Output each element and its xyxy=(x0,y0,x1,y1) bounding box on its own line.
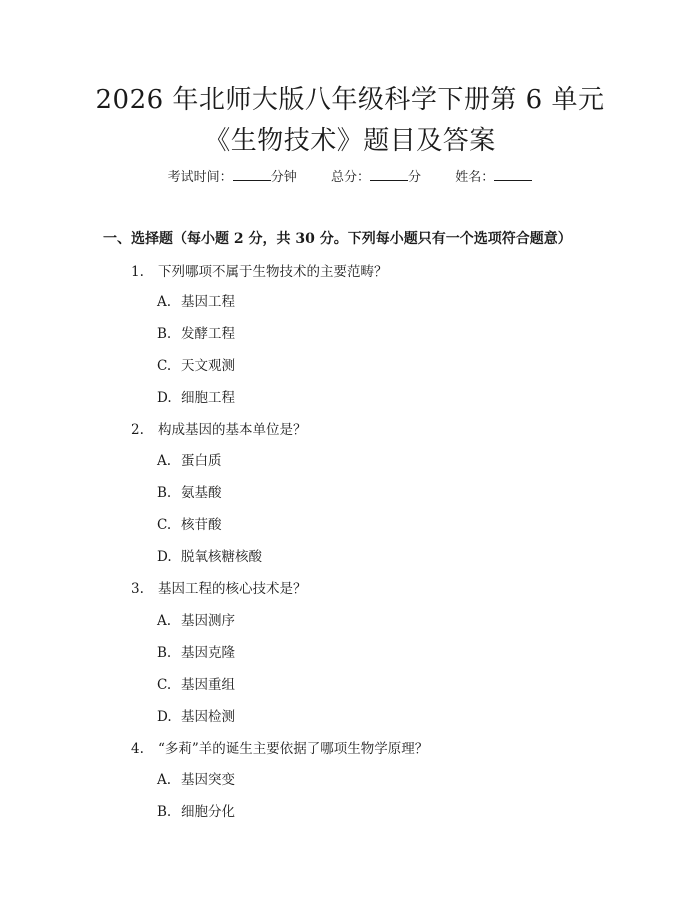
section-heading-choice: 一、选择题（每小题 2 分，共 30 分。下列每小题只有一个选项符合题意） xyxy=(103,231,572,247)
question-4 xyxy=(131,738,428,760)
option-letter: D. xyxy=(157,709,172,725)
time-label: 考试时间： xyxy=(167,170,233,185)
option-4a xyxy=(157,769,235,791)
option-letter: B. xyxy=(157,485,172,501)
option-2b xyxy=(157,482,222,504)
option-text: 基因测序 xyxy=(181,613,235,629)
option-text: 基因重组 xyxy=(181,677,235,693)
question-number: 3. xyxy=(131,581,144,597)
question-text: “多莉”羊的诞生主要依据了哪项生物学原理？ xyxy=(158,741,429,757)
option-1c xyxy=(157,355,235,377)
exam-meta xyxy=(0,167,700,188)
option-2c xyxy=(157,514,222,536)
question-2 xyxy=(131,419,307,441)
time-blank xyxy=(233,167,271,181)
question-number: 4. xyxy=(131,741,144,757)
option-letter: A. xyxy=(157,613,172,629)
option-text: 基因检测 xyxy=(181,709,235,725)
page-title-line-1: 2026 年北师大版八年级科学下册第 6 单元 xyxy=(95,85,605,115)
option-text: 发酵工程 xyxy=(181,326,235,342)
option-letter: B. xyxy=(157,326,172,342)
option-text: 基因工程 xyxy=(181,294,235,310)
option-letter: B. xyxy=(157,804,172,820)
option-3a xyxy=(157,610,235,632)
option-letter: A. xyxy=(157,453,172,469)
option-letter: D. xyxy=(157,390,172,406)
page-title-line-2: 《生物技术》题目及答案 xyxy=(204,126,496,156)
option-3d xyxy=(157,706,235,728)
option-text: 氨基酸 xyxy=(181,485,222,501)
option-text: 细胞分化 xyxy=(181,804,235,820)
option-text: 脱氧核糖核酸 xyxy=(181,549,262,565)
question-text: 下列哪项不属于生物技术的主要范畴？ xyxy=(158,264,388,280)
option-text: 天文观测 xyxy=(181,358,235,374)
option-letter: A. xyxy=(157,294,172,310)
option-2d xyxy=(157,546,262,568)
question-text: 基因工程的核心技术是？ xyxy=(158,581,307,597)
option-text: 基因突变 xyxy=(181,772,235,788)
score-unit: 分 xyxy=(408,170,422,185)
option-text: 蛋白质 xyxy=(181,453,222,469)
question-1 xyxy=(131,261,388,283)
option-letter: C. xyxy=(157,677,172,693)
name-blank xyxy=(494,167,532,181)
option-3c xyxy=(157,674,235,696)
option-letter: B. xyxy=(157,645,172,661)
option-1d xyxy=(157,387,235,409)
option-1a xyxy=(157,291,235,313)
question-number: 2. xyxy=(131,422,144,438)
option-1b xyxy=(157,323,235,345)
score-blank xyxy=(370,167,408,181)
score-label: 总分： xyxy=(330,170,370,185)
question-number: 1. xyxy=(131,264,144,280)
option-letter: C. xyxy=(157,517,172,533)
time-unit: 分钟 xyxy=(270,170,297,185)
question-3 xyxy=(131,578,307,600)
name-label: 姓名： xyxy=(455,170,495,185)
option-letter: D. xyxy=(157,549,172,565)
question-text: 构成基因的基本单位是？ xyxy=(158,422,307,438)
option-2a xyxy=(157,450,222,472)
option-text: 基因克隆 xyxy=(181,645,235,661)
option-text: 细胞工程 xyxy=(181,390,235,406)
option-4b xyxy=(157,801,235,823)
option-text: 核苷酸 xyxy=(181,517,222,533)
option-letter: A. xyxy=(157,772,172,788)
option-3b xyxy=(157,642,235,664)
option-letter: C. xyxy=(157,358,172,374)
